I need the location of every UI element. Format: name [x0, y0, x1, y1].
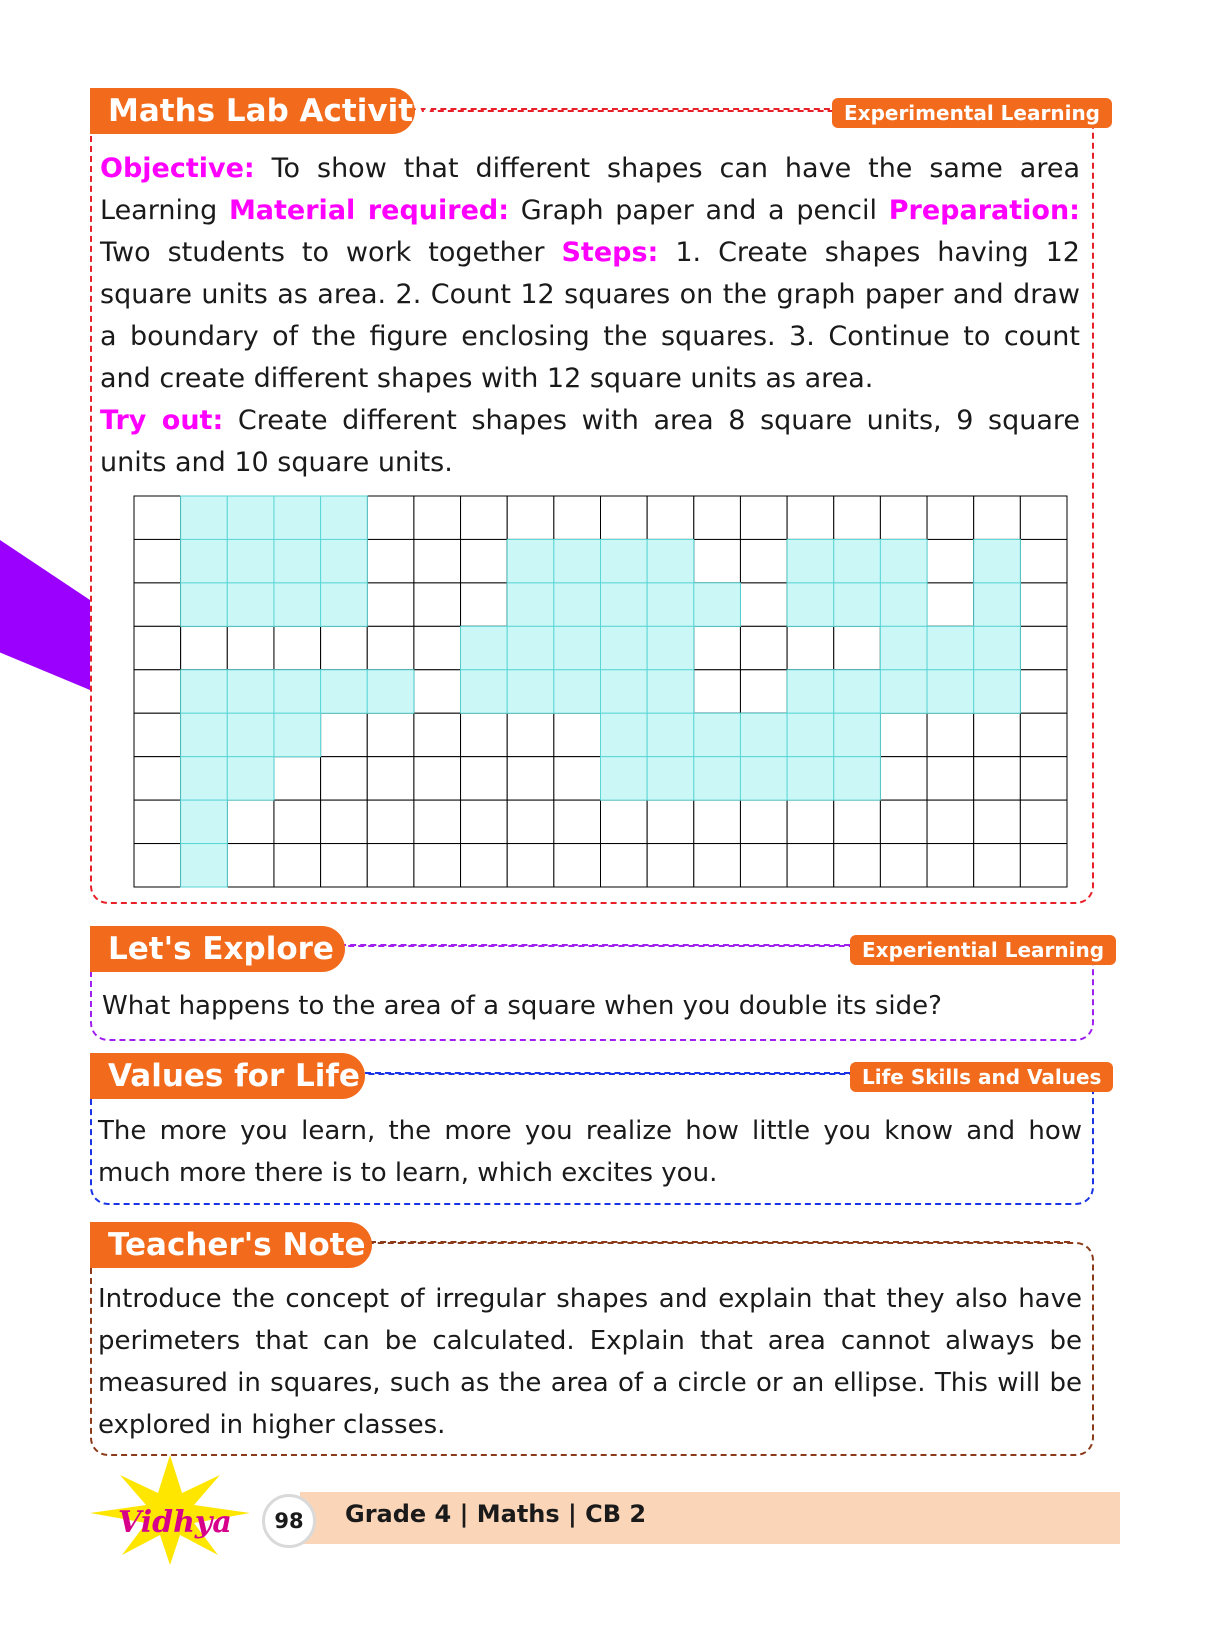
shaded-cell: [321, 539, 368, 582]
shaded-cell: [740, 757, 787, 800]
grid-cell: [974, 844, 1021, 887]
grid-cell: [927, 539, 974, 582]
grid-cell: [507, 496, 554, 539]
grid-cell: [134, 844, 181, 887]
teachers-note-header-rule: [370, 1241, 1070, 1243]
grid-cell: [274, 626, 321, 669]
shaded-cell: [834, 757, 881, 800]
grid-cell: [554, 800, 601, 843]
grid-cell: [321, 626, 368, 669]
maths-lab-header-rule: [400, 108, 840, 110]
shaded-cell: [880, 626, 927, 669]
shaded-cell: [321, 583, 368, 626]
grid-cell: [927, 844, 974, 887]
shaded-cell: [227, 583, 274, 626]
shaded-cell: [787, 670, 834, 713]
grid-cell: [321, 757, 368, 800]
values-header-rule: [355, 1072, 850, 1074]
side-tab-decoration: [0, 540, 90, 690]
grid-cell: [647, 800, 694, 843]
grid-cell: [787, 496, 834, 539]
grid-cell: [414, 757, 461, 800]
shaded-cell: [181, 670, 228, 713]
grid-cell: [367, 583, 414, 626]
grid-cell: [694, 626, 741, 669]
lets-explore-tag: Experiential Learning: [850, 935, 1116, 965]
grid-cell: [461, 844, 508, 887]
grid-cell: [227, 800, 274, 843]
shaded-cell: [367, 670, 414, 713]
grid-cell: [974, 800, 1021, 843]
shaded-cell: [647, 757, 694, 800]
grid-cell: [740, 670, 787, 713]
grid-cell: [927, 713, 974, 756]
grid-cell: [601, 844, 648, 887]
grid-cell: [1020, 670, 1067, 713]
grid-cell: [507, 713, 554, 756]
shaded-cell: [601, 583, 648, 626]
shaded-cell: [880, 539, 927, 582]
grid-cell: [740, 800, 787, 843]
objective-text: To show that different shapes can have the same area Learning: [100, 153, 1080, 226]
grid-cell: [834, 496, 881, 539]
shaded-cell: [601, 670, 648, 713]
grid-cell: [134, 713, 181, 756]
shaded-cell: [321, 670, 368, 713]
grid-cell: [1020, 626, 1067, 669]
graph-paper-grid: [133, 495, 1068, 888]
grid-cell: [274, 800, 321, 843]
shaded-cell: [554, 539, 601, 582]
shaded-cell: [647, 539, 694, 582]
grid-cell: [880, 496, 927, 539]
lets-explore-header-rule: [330, 944, 850, 946]
shaded-cell: [181, 800, 228, 843]
grid-cell: [461, 583, 508, 626]
footer-subject: Maths: [476, 1500, 560, 1528]
grid-cell: [321, 800, 368, 843]
grid-cell: [1020, 757, 1067, 800]
shaded-cell: [601, 626, 648, 669]
teachers-note-title: Teacher's Note: [90, 1222, 372, 1268]
grid-cell: [554, 713, 601, 756]
shaded-cell: [974, 539, 1021, 582]
shaded-cell: [274, 670, 321, 713]
grid-cell: [740, 539, 787, 582]
shaded-cell: [787, 713, 834, 756]
grid-cell: [1020, 844, 1067, 887]
grid-cell: [880, 800, 927, 843]
grid-cell: [461, 800, 508, 843]
grid-cell: [1020, 496, 1067, 539]
vidhya-logo-text: Vidhya: [118, 1505, 232, 1540]
grid-cell: [321, 713, 368, 756]
grid-cell: [461, 713, 508, 756]
grid-cell: [647, 844, 694, 887]
grid-cell: [134, 539, 181, 582]
grid-cell: [554, 496, 601, 539]
shaded-cell: [787, 583, 834, 626]
shaded-cell: [274, 496, 321, 539]
maths-lab-body: [100, 148, 1080, 484]
grid-cell: [694, 844, 741, 887]
grid-cell: [974, 496, 1021, 539]
grid-cell: [507, 800, 554, 843]
shaded-cell: [461, 626, 508, 669]
shaded-cell: [507, 670, 554, 713]
grid-cell: [554, 757, 601, 800]
shaded-cell: [181, 713, 228, 756]
steps-text: 1. Create shapes having 12 square units as area. 2. Count 12 squares on the graph paper and draw a boundary of the figure enclosing the squares. 3. Continue to count and create different shapes with 12 square units as area.: [100, 237, 1080, 394]
shaded-cell: [181, 496, 228, 539]
shaded-cell: [227, 539, 274, 582]
grid-cell: [134, 800, 181, 843]
grid-cell: [134, 670, 181, 713]
footer-book: CB 2: [585, 1500, 647, 1528]
grid-cell: [974, 757, 1021, 800]
grid-cell: [414, 844, 461, 887]
grid-cell: [927, 496, 974, 539]
shaded-cell: [974, 626, 1021, 669]
shaded-cell: [834, 583, 881, 626]
grid-cell: [367, 757, 414, 800]
grid-cell: [461, 539, 508, 582]
grid-cell: [321, 844, 368, 887]
grid-cell: [367, 539, 414, 582]
grid-cell: [1020, 539, 1067, 582]
grid-cell: [181, 626, 228, 669]
grid-cell: [740, 496, 787, 539]
grid-cell: [927, 800, 974, 843]
grid-cell: [694, 800, 741, 843]
grid-cell: [601, 800, 648, 843]
shaded-cell: [647, 583, 694, 626]
grid-cell: [134, 626, 181, 669]
shaded-cell: [554, 583, 601, 626]
grid-cell: [414, 670, 461, 713]
shaded-cell: [834, 713, 881, 756]
page-number: 98: [262, 1494, 316, 1548]
footer-book-info: [345, 1500, 646, 1528]
grid-cell: [601, 496, 648, 539]
maths-lab-title: Maths Lab Activity: [90, 88, 415, 134]
shaded-cell: [507, 539, 554, 582]
grid-cell: [134, 757, 181, 800]
grid-cell: [1020, 800, 1067, 843]
grid-cell: [787, 626, 834, 669]
grid-cell: [834, 626, 881, 669]
grid-cell: [414, 626, 461, 669]
footer-separator-2: |: [568, 1500, 577, 1528]
maths-lab-tag: Experimental Learning: [832, 98, 1112, 128]
shaded-cell: [274, 583, 321, 626]
shaded-cell: [601, 713, 648, 756]
values-text: The more you learn, the more you realize how little you know and how much more there is to learn, which excites you.: [98, 1116, 1082, 1188]
tryout-label: Try out:: [100, 405, 224, 436]
shaded-cell: [647, 670, 694, 713]
grid-cell: [1020, 713, 1067, 756]
grid-cell: [694, 539, 741, 582]
grid-cell: [927, 757, 974, 800]
shaded-cell: [227, 713, 274, 756]
grid-cell: [367, 800, 414, 843]
preparation-label: Preparation:: [888, 195, 1080, 226]
grid-cell: [787, 844, 834, 887]
shaded-cell: [974, 670, 1021, 713]
shaded-cell: [647, 626, 694, 669]
grid-cell: [740, 844, 787, 887]
grid-cell: [414, 713, 461, 756]
grid-cell: [367, 626, 414, 669]
grid-cell: [367, 844, 414, 887]
grid-cell: [1020, 583, 1067, 626]
shaded-cell: [461, 670, 508, 713]
grid-cell: [227, 626, 274, 669]
grid-cell: [834, 800, 881, 843]
shaded-cell: [181, 583, 228, 626]
shaded-cell: [181, 844, 228, 887]
values-tag: Life Skills and Values: [850, 1062, 1113, 1092]
grid-cell: [787, 800, 834, 843]
shaded-cell: [787, 539, 834, 582]
shaded-cell: [227, 496, 274, 539]
shaded-cell: [507, 583, 554, 626]
grid-cell: [461, 757, 508, 800]
grid-cell: [414, 800, 461, 843]
grid-cell: [134, 583, 181, 626]
shaded-cell: [321, 496, 368, 539]
grid-cell: [414, 496, 461, 539]
shaded-cell: [554, 670, 601, 713]
shaded-cell: [740, 713, 787, 756]
grid-cell: [694, 670, 741, 713]
grid-cell: [367, 713, 414, 756]
shaded-cell: [181, 757, 228, 800]
shaded-cell: [554, 626, 601, 669]
shaded-cell: [181, 539, 228, 582]
grid-cell: [274, 757, 321, 800]
shaded-cell: [647, 713, 694, 756]
shaded-cell: [787, 757, 834, 800]
shaded-cell: [227, 670, 274, 713]
grid-cell: [740, 626, 787, 669]
grid-cell: [880, 713, 927, 756]
shaded-cell: [927, 670, 974, 713]
tryout-text: Create different shapes with area 8 square units, 9 square units and 10 square units.: [100, 405, 1080, 478]
grid-cell: [647, 496, 694, 539]
shaded-cell: [601, 539, 648, 582]
grid-cell: [880, 844, 927, 887]
grid-cell: [461, 496, 508, 539]
shaded-cell: [834, 670, 881, 713]
grid-cell: [414, 583, 461, 626]
grid-cell: [274, 844, 321, 887]
shaded-cell: [694, 713, 741, 756]
grid-cell: [414, 539, 461, 582]
grid-cell: [507, 844, 554, 887]
grid-cell: [740, 583, 787, 626]
shaded-cell: [694, 757, 741, 800]
shaded-cell: [974, 583, 1021, 626]
shaded-cell: [227, 757, 274, 800]
grid-cell: [227, 844, 274, 887]
shaded-cell: [880, 583, 927, 626]
shaded-cell: [927, 626, 974, 669]
grid-cell: [507, 757, 554, 800]
grid-cell: [834, 844, 881, 887]
shaded-cell: [834, 539, 881, 582]
material-label: Material required:: [228, 195, 510, 226]
grid-cell: [367, 496, 414, 539]
lets-explore-question: What happens to the area of a square when you double its side?: [102, 991, 942, 1021]
values-title: Values for Life: [90, 1053, 365, 1099]
footer-separator-1: |: [459, 1500, 469, 1528]
lets-explore-title: Let's Explore: [90, 926, 345, 972]
grid-cell: [927, 583, 974, 626]
shaded-cell: [274, 713, 321, 756]
grid-cell: [694, 496, 741, 539]
footer-grade: Grade 4: [345, 1500, 452, 1528]
steps-label: Steps:: [561, 237, 659, 268]
grid-cell: [554, 844, 601, 887]
grid-cell: [880, 757, 927, 800]
shaded-cell: [601, 757, 648, 800]
shaded-cell: [507, 626, 554, 669]
grid-cell: [974, 713, 1021, 756]
shaded-cell: [694, 583, 741, 626]
objective-label: Objective:: [100, 153, 255, 184]
shaded-cell: [274, 539, 321, 582]
teachers-note-text: Introduce the concept of irregular shapes and explain that they also have perimeters that can be calculated. Explain that area cannot always be measured in squares, such as the area of a circle or an ellipse. This will be explored in higher classes.: [98, 1284, 1082, 1440]
material-text: Graph paper and a pencil: [509, 195, 889, 226]
preparation-text: Two students to work together: [100, 237, 562, 268]
shaded-cell: [880, 670, 927, 713]
grid-cell: [134, 496, 181, 539]
